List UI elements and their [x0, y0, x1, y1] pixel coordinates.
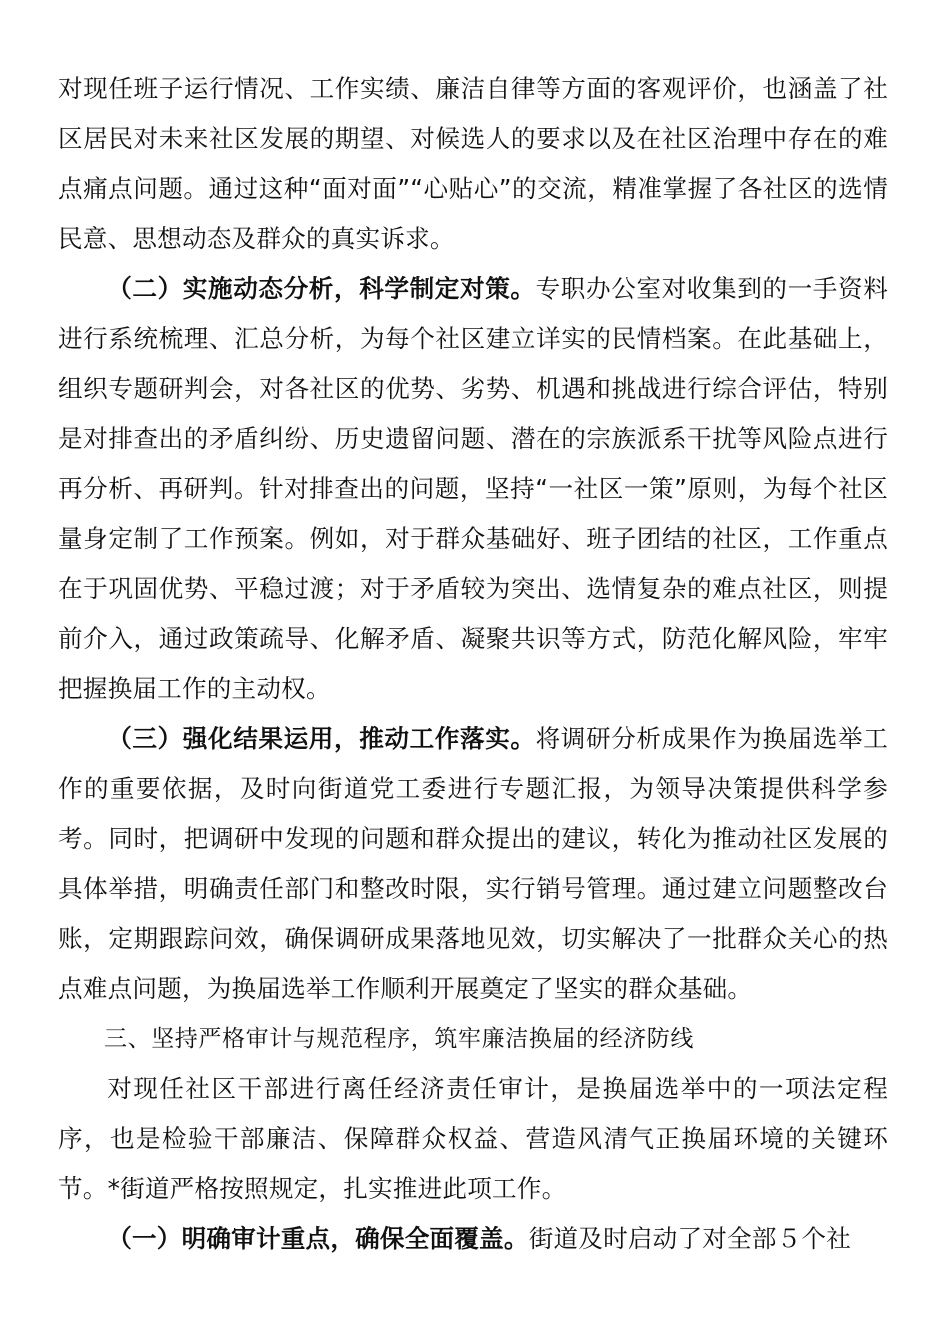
- document-body: [58, 64, 888, 1264]
- subheading-analysis: （二）实施动态分析，科学制定对策。: [107, 274, 536, 303]
- paragraph-audit-scope-body: 街道及时启动了对全部５个社: [528, 1224, 852, 1253]
- paragraph-continuation: 对现任班子运行情况、工作实绩、廉洁自律等方面的客观评价，也涵盖了社区居民对未来社区发展的期望、对候选人的要求以及在社区治理中存在的难点痛点问题。通过这种“面对面”“心贴心”的交流，精准掌握了各社区的选情民意、思想动态及群众的真实诉求。: [58, 74, 888, 253]
- subheading-results: （三）强化结果运用，推动工作落实。: [107, 724, 536, 753]
- paragraph-analysis: [58, 264, 888, 714]
- paragraph-audit-scope: [58, 1214, 888, 1264]
- subheading-audit-scope: （一）明确审计重点，确保全面覆盖。: [107, 1224, 529, 1253]
- section-heading-audit: 三、坚持严格审计与规范程序，筑牢廉洁换届的经济防线: [104, 1026, 694, 1052]
- paragraph-results-body: 将调研分析成果作为换届选举工作的重要依据，及时向街道党工委进行专题汇报，为领导决策提供科学参考。同时，把调研中发现的问题和群众提出的建议，转化为推动社区发展的具体举措，明确责任部门和整改时限，实行销号管理。通过建立问题整改台账，定期跟踪问效，确保调研成果落地见效，切实解决了一批群众关心的热点难点问题，为换届选举工作顺利开展奠定了坚实的群众基础。: [58, 724, 888, 1003]
- paragraph-audit-intro: 对现任社区干部进行离任经济责任审计，是换届选举中的一项法定程序，也是检验干部廉洁、保障群众权益、营造风清气正换届环境的关键环节。*街道严格按照规定，扎实推进此项工作。: [58, 1074, 888, 1203]
- paragraph-results: [58, 714, 888, 1014]
- paragraph-analysis-body: 专职办公室对收集到的一手资料进行系统梳理、汇总分析，为每个社区建立详实的民情档案。在此基础上，组织专题研判会，对各社区的优势、劣势、机遇和挑战进行综合评估，特别是对排查出的矛盾纠纷、历史遗留问题、潜在的宗族派系干扰等风险点进行再分析、再研判。针对排查出的问题，坚持“一社区一策”原则，为每个社区量身定制了工作预案。例如，对于群众基础好、班子团结的社区，工作重点在于巩固优势、平稳过渡；对于矛盾较为突出、选情复杂的难点社区，则提前介入，通过政策疏导、化解矛盾、凝聚共识等方式，防范化解风险，牢牢把握换届工作的主动权。: [58, 274, 888, 703]
